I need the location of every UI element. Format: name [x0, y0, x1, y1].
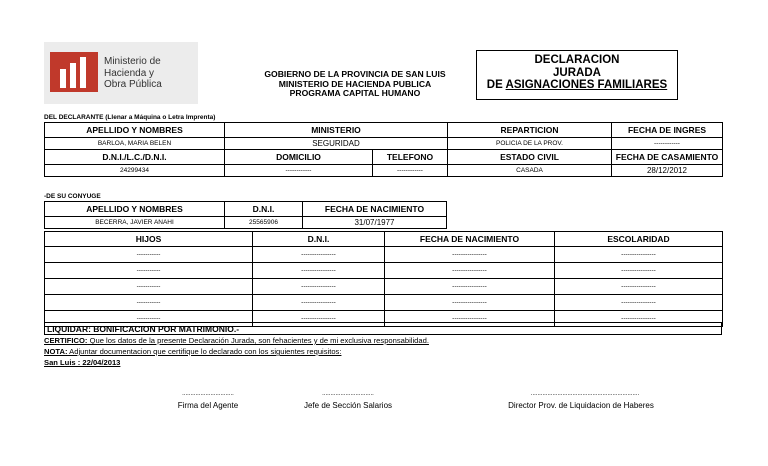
- hijo-nombre: -----------: [45, 263, 253, 279]
- declarante-section-label: DEL DECLARANTE (Llenar a Máquina o Letra Imprenta): [44, 114, 216, 121]
- signature-line-jefe: ...............................: [322, 391, 374, 397]
- hijo-escolaridad: ----------------: [555, 295, 723, 311]
- conyuge-apellido: BECERRA, JAVIER ANAHI: [45, 217, 225, 229]
- hijo-escolaridad: ----------------: [555, 311, 723, 327]
- table-row: [45, 247, 723, 263]
- hijo-fecha-nac: ----------------: [385, 295, 555, 311]
- lugar-fecha: San Luis : 22/04/2013: [44, 358, 121, 367]
- declarante-telefono: ------------: [373, 165, 448, 177]
- ministry-logo-icon: [50, 52, 100, 92]
- table-row: [45, 279, 723, 295]
- firma-agente-label: Firma del Agente: [177, 401, 239, 410]
- header-domicilio: DOMICILIO: [225, 150, 373, 165]
- table-row: [45, 295, 723, 311]
- signature-line-director: .................................................................: [530, 391, 640, 397]
- title-line-3a: DE: [486, 79, 506, 91]
- declarante-dni: 24299434: [45, 165, 225, 177]
- director-label: Director Prov. de Liquidacion de Haberes: [508, 401, 654, 410]
- header-ministerio: MINISTERIO: [225, 123, 448, 138]
- header-reparticion: REPARTICION: [448, 123, 612, 138]
- certifico-line: [44, 336, 429, 345]
- hijo-nombre: -----------: [45, 311, 253, 327]
- liquidar-box: LIQUIDAR: BONIFICACION POR MATRIMONIO.-: [44, 322, 722, 335]
- hijo-fecha-nac: ----------------: [385, 247, 555, 263]
- hijo-escolaridad: ----------------: [555, 279, 723, 295]
- hijo-dni: ----------------: [253, 295, 385, 311]
- nota-line: [44, 347, 341, 356]
- certifico-text: Que los datos de la presente Declaración Jurada, son fehacientes y de mi exclusiva responsabilidad.: [87, 336, 429, 345]
- title-line-1: DECLARACION: [534, 54, 620, 66]
- hijos-table: [44, 231, 723, 327]
- jefe-salarios-label: Jefe de Sección Salarios: [303, 401, 393, 410]
- gov-line-2: MINISTERIO DE HACIENDA PUBLICA: [278, 78, 432, 89]
- declarante-table: [44, 122, 723, 177]
- government-header: [250, 70, 460, 99]
- declarante-domicilio: ------------: [225, 165, 373, 177]
- declarante-apellido: BARLOA, MARIA BELEN: [45, 138, 225, 150]
- hijo-fecha-nac: ----------------: [385, 311, 555, 327]
- signature-line-agente: ...............................: [182, 391, 234, 397]
- conyuge-header-dni: D.N.I.: [225, 202, 303, 217]
- declarante-fecha-ingreso: ------------: [612, 138, 723, 150]
- header-telefono: TELEFONO: [373, 150, 448, 165]
- document-title: [476, 50, 678, 100]
- hijo-nombre: -----------: [45, 247, 253, 263]
- certifico-label: CERTIFICO:: [44, 336, 88, 345]
- conyuge-table: [44, 201, 447, 229]
- gov-line-3: PROGRAMA CAPITAL HUMANO: [289, 88, 421, 98]
- header-fecha-ingreso: FECHA DE INGRES: [612, 123, 723, 138]
- header-estado-civil: ESTADO CIVIL: [448, 150, 612, 165]
- conyuge-fecha-nac: 31/07/1977: [303, 217, 447, 229]
- title-line-3b: ASIGNACIONES FAMILIARES: [505, 79, 668, 91]
- gov-line-1: GOBIERNO DE LA PROVINCIA DE SAN LUIS: [264, 69, 446, 79]
- hijo-escolaridad: ----------------: [555, 247, 723, 263]
- declarante-fecha-casamiento: 28/12/2012: [612, 165, 723, 177]
- hijo-dni: ----------------: [253, 263, 385, 279]
- hijo-escolaridad: ----------------: [555, 263, 723, 279]
- declarante-estado-civil: CASADA: [448, 165, 612, 177]
- declarante-ministerio: SEGURIDAD: [225, 138, 448, 150]
- declarante-reparticion: POLICIA DE LA PROV.: [448, 138, 612, 150]
- logo-text: [104, 56, 162, 91]
- hijo-fecha-nac: ----------------: [385, 263, 555, 279]
- hijo-dni: ----------------: [253, 311, 385, 327]
- conyuge-dni: 25565906: [225, 217, 303, 229]
- nota-label: NOTA:: [44, 347, 68, 356]
- hijos-header-dni: D.N.I.: [253, 232, 385, 247]
- hijos-header-hijos: HIJOS: [45, 232, 253, 247]
- hijo-nombre: -----------: [45, 279, 253, 295]
- title-line-2: JURADA: [553, 66, 601, 79]
- hijos-header-fecha-nac: FECHA DE NACIMIENTO: [385, 232, 555, 247]
- header-dni: D.N.I./L.C./D.N.I.: [45, 150, 225, 165]
- logo-line-2: Hacienda y: [104, 67, 155, 79]
- header-apellido: APELLIDO Y NOMBRES: [45, 123, 225, 138]
- logo-line-3: Obra Pública: [104, 79, 162, 90]
- nota-text: Adjuntar documentacion que certifique lo declarado con los siguientes requisitos:: [67, 347, 342, 356]
- hijo-dni: ----------------: [253, 279, 385, 295]
- hijo-dni: ----------------: [253, 247, 385, 263]
- hijos-header-escolaridad: ESCOLARIDAD: [555, 232, 723, 247]
- hijo-nombre: -----------: [45, 295, 253, 311]
- table-row: [45, 263, 723, 279]
- hijo-fecha-nac: ----------------: [385, 279, 555, 295]
- conyuge-header-apellido: APELLIDO Y NOMBRES: [45, 202, 225, 217]
- conyuge-header-fecha-nac: FECHA DE NACIMIENTO: [303, 202, 447, 217]
- conyuge-section-label: -DE SU CONYUGE: [44, 193, 101, 200]
- header-fecha-casamiento: FECHA DE CASAMIENTO: [612, 150, 723, 165]
- logo-line-1: Ministerio de: [104, 56, 161, 67]
